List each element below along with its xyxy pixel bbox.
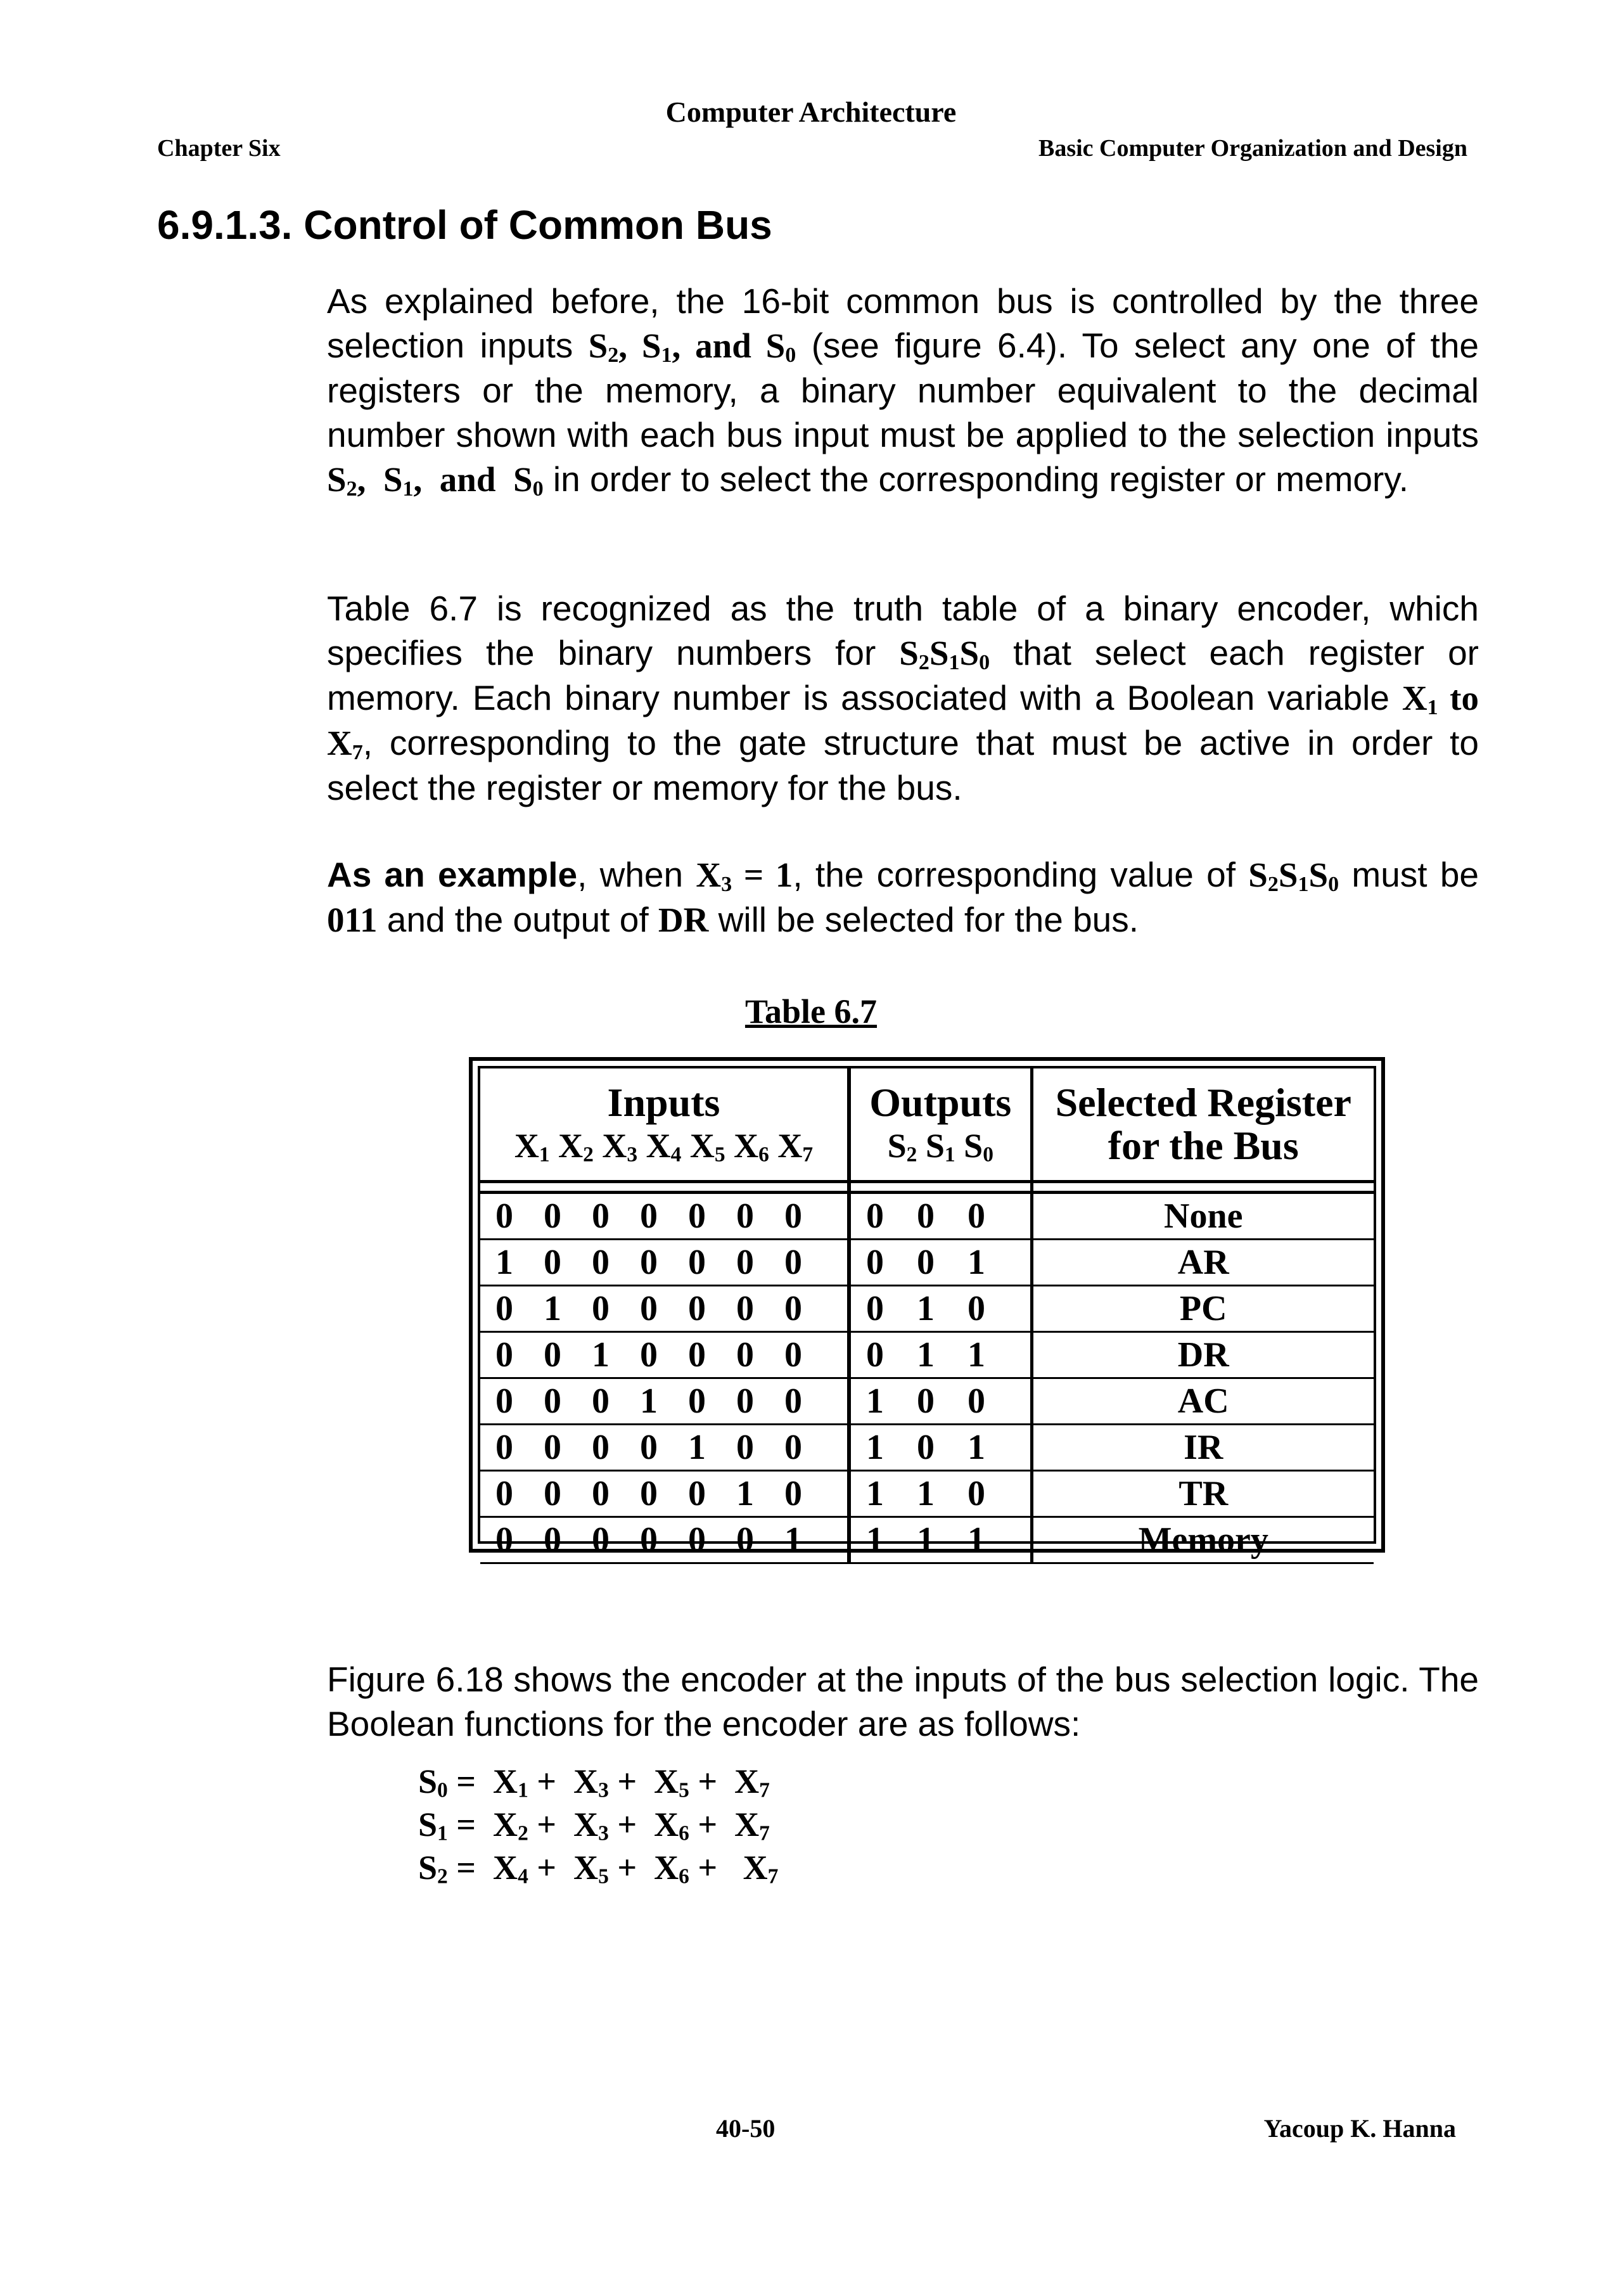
paragraph-example: As an example, when $X_3 = 1$, the corresponding value of $S_2S_1S_0$ must be 011 and the output of DR will be selected for the bus. [327,855,1479,939]
row-register: None [1031,1193,1374,1240]
row-inputs: 0 0 1 0 0 0 0 [480,1332,849,1378]
row-register: AC [1031,1378,1374,1425]
paragraph-encoder: Figure 6.18 shows the encoder at the inputs of the bus selection logic. The Boolean functions for the encoder are as follows: [327,1660,1479,1743]
page-number: 40-50 [716,2114,776,2143]
table-row [480,1378,1374,1425]
row-outputs: 1 0 0 [849,1378,1031,1425]
row-register: AR [1031,1240,1374,1286]
table-caption: Table 6.7 [744,992,878,1030]
row-register: Memory [1031,1517,1374,1563]
row-register: DR [1031,1332,1374,1378]
table-row [480,1286,1374,1332]
row-inputs: 0 0 0 0 0 0 1 [480,1517,849,1563]
truth-table-frame [469,1057,1385,1560]
row-inputs: 0 0 0 0 0 1 0 [480,1471,849,1517]
row-outputs: 1 0 1 [849,1425,1031,1471]
paragraph-bus-control: As explained before, the 16-bit common bus is controlled by the three selection inputs $S_2$, $S_1$, and $S_0$ (see figure 6.4). To select any one of the registers or the memory, a binary number equivalent to the decimal number shown with each bus input must be applied to the selection inputs $S_2$, $S_1$, and $S_0$ in order to select the corresponding register or memory. [327,281,1479,501]
row-outputs: 0 0 0 [849,1193,1031,1240]
table-row [480,1471,1374,1517]
table-header-row [480,1068,1374,1182]
truth-table [480,1068,1374,1564]
row-outputs: 0 1 0 [849,1286,1031,1332]
row-inputs: 0 0 0 0 1 0 0 [480,1425,849,1471]
row-inputs: 0 1 0 0 0 0 0 [480,1286,849,1332]
section-heading: 6.9.1.3. Control of Common Bus [157,202,772,248]
row-inputs: 1 0 0 0 0 0 0 [480,1240,849,1286]
row-outputs: 1 1 0 [849,1471,1031,1517]
row-register: IR [1031,1425,1374,1471]
row-inputs: 0 0 0 1 0 0 0 [480,1378,849,1425]
equation-s1: $S_1 = X_2 + X_3 + X_6 + X_7$ [418,1805,770,1845]
subject-label: Basic Computer Organization and Design [1038,135,1467,162]
equation-s2: $S_2 = X_4 + X_5 + X_6 + X_7$ [418,1849,779,1889]
row-outputs: 1 1 1 [849,1517,1031,1563]
running-title: Computer Architecture [665,96,957,128]
row-inputs: 0 0 0 0 0 0 0 [480,1193,849,1240]
table-row [480,1517,1374,1563]
row-outputs: 0 1 1 [849,1332,1031,1378]
paragraph-truth-table: Table 6.7 is recognized as the truth table of a binary encoder, which specifies the binary numbers for $S_2S_1S_0$ that select each register or memory. Each binary number is associated with a Boolean variable $X_1$ to $X_7$, corresponding to the gate structure that must be active in order to select the register or memory for the bus. [327,589,1479,807]
table-row [480,1425,1374,1471]
equation-s0: $S_0 = X_1 + X_3 + X_5 + X_7$ [418,1762,770,1802]
header-outputs: Outputs $S_2$ $S_1$ $S_0$ [849,1068,1031,1182]
author-name: Yacoup K. Hanna [1263,2114,1456,2143]
chapter-label: Chapter Six [157,135,281,162]
row-register: TR [1031,1471,1374,1517]
table-row [480,1240,1374,1286]
table-row [480,1193,1374,1240]
header-selected-register: Selected Register for the Bus [1031,1068,1374,1182]
row-register: PC [1031,1286,1374,1332]
table-row [480,1332,1374,1378]
row-outputs: 0 0 1 [849,1240,1031,1286]
table-body [480,1193,1374,1563]
header-inputs: Inputs $X_1$ $X_2$ $X_3$ $X_4$ $X_5$ $X_6$ $X_7$ [514,1080,814,1167]
